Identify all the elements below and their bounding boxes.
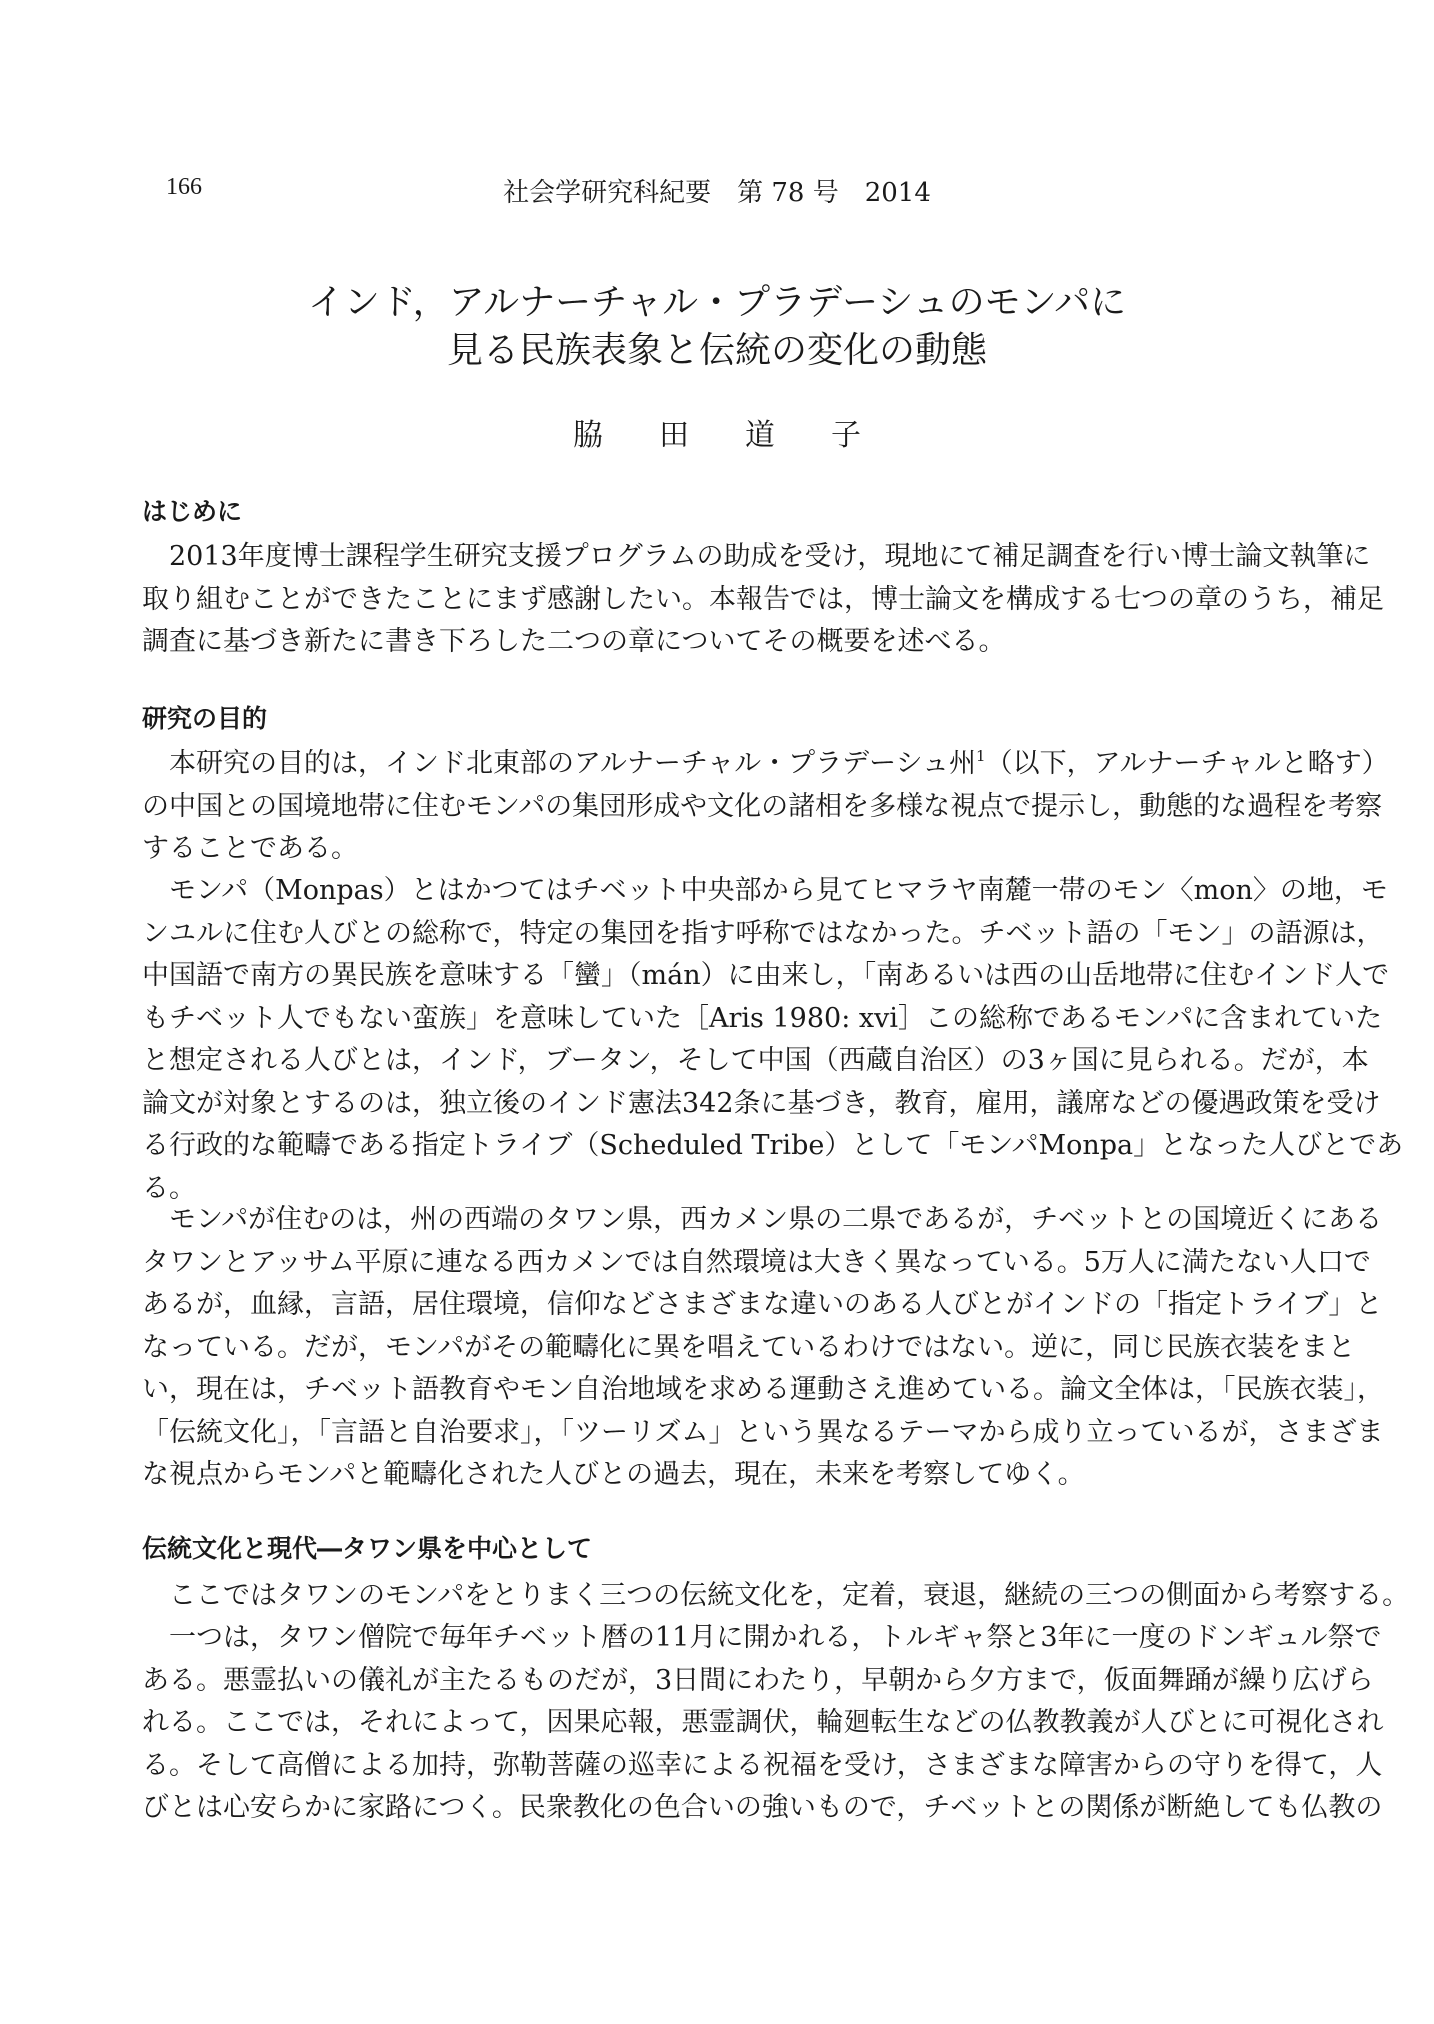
text-line: ここではタワンのモンパをとりまく三つの伝統文化を，定着，衰退，継続の三つの側面から考察する。 [169, 1580, 1410, 1611]
paragraph [142, 743, 1389, 871]
author-char: 道 [745, 418, 775, 453]
paragraph [142, 536, 1384, 664]
text-line: びとは心安らかに家路につく。民衆教化の色合いの強いもので，チベットとの関係が断絶しても仏教の [142, 1792, 1383, 1823]
author-char: 脇 [573, 418, 603, 453]
text-line: る。 [142, 1172, 196, 1204]
text-line: の中国との国境地帯に住むモンパの集団形成や文化の諸相を多様な視点で提示し，動態的な過程を考察 [142, 790, 1383, 822]
paragraph [142, 1199, 1384, 1497]
text-line: と想定される人びとは，インド，ブータン，そして中国（西蔵自治区）の3ヶ国に見られる。だが，本 [142, 1045, 1369, 1076]
section-heading: はじめに [142, 497, 243, 526]
text-line: なっている。だが，モンパがその範疇化に異を唱えているわけではない。逆に，同じ民族衣装をまと [142, 1331, 1356, 1363]
text-line: る行政的な範疇である指定トライブ（Scheduled Tribe）として「モンパMonpa」となった人びとであ [142, 1130, 1404, 1161]
text-line: 取り組むことができたことにまず感謝したい。本報告では，博士論文を構成する七つの章のうち，補足 [142, 583, 1384, 615]
paragraph [142, 1617, 1384, 1830]
text-line: 中国語で南方の異民族を意味する「蠻」（mán）に由来し，「南あるいは西の山岳地帯に住むインド人で [142, 960, 1390, 991]
text-line: もチベット人でもない蛮族」を意味していた［Aris 1980: xvi］この総称であるモンパに含まれていた [142, 1002, 1383, 1034]
text-line: 2013年度博士課程学生研究支援プログラムの助成を受け，現地にて補足調査を行い博士論文執筆に [169, 541, 1371, 572]
text-line: い，現在は，チベット語教育やモン自治地域を求める運動さえ進めている。論文全体は，「民族衣装」， [142, 1374, 1384, 1405]
text-line: る。そして高僧による加持，弥勒菩薩の巡幸による祝福を受け，さまざまな障害からの守りを得て，人 [142, 1749, 1383, 1781]
text-line: 「伝統文化」，「言語と自治要求」，「ツーリズム」という異なるテーマから成り立っているが，さまざま [142, 1416, 1384, 1448]
page-number: 166 [166, 174, 202, 200]
text-line: タワンとアッサム平原に連なる西カメンでは自然環境は大きく異なっている。5万人に満たない人口で [142, 1246, 1371, 1278]
paragraph [142, 870, 1404, 1210]
text-line: モンパ（Monpas）とはかつてはチベット中央部から見てヒマラヤ南麓一帯のモン〈mon〉の地，モ [169, 875, 1388, 906]
author-name [0, 410, 1434, 454]
author-char: 田 [659, 418, 689, 453]
author-char: 子 [831, 418, 861, 453]
text-line: 論文が対象とするのは，独立後のインド憲法342条に基づき，教育，雇用，議席などの優遇政策を受け [142, 1087, 1381, 1119]
paper-title-line-2: 見る民族表象と伝統の変化の動態 [446, 330, 987, 371]
journal-header: 社会学研究科紀要 第 78 号 2014 [503, 178, 931, 208]
section-heading: 研究の目的 [142, 704, 268, 733]
text-line: な視点からモンパと範疇化された人びとの過去，現在，未来を考察してゆく。 [142, 1459, 1085, 1490]
paper-title-line-1: インド，アルナーチャル・プラデーシュのモンパに [307, 282, 1127, 323]
section-heading: 伝統文化と現代―タワン県を中心として [142, 1534, 593, 1563]
text-line: あるが，血縁，言語，居住環境，信仰などさまざまな違いのある人びとがインドの「指定トライブ」と [142, 1289, 1383, 1320]
text-line: モンパが住むのは，州の西端のタワン県，西カメン県の二県であるが，チベットとの国境近くにある [169, 1204, 1383, 1235]
text-line: することである。 [142, 833, 358, 864]
footnote-marker: 1 [976, 747, 986, 765]
text-line: ある。悪霊払いの儀礼が主たるものだが，3日間にわたり，早朝から夕方まで，仮面舞踊が繰り広げら [142, 1664, 1374, 1696]
text-line: ンユルに住む人びとの総称で，特定の集団を指す呼称ではなかった。チベット語の「モン」の語源は， [142, 917, 1384, 949]
paragraph [142, 1575, 1410, 1618]
text-line: 本研究の目的は，インド北東部のアルナーチャル・プラデーシュ州$^1$（以下，アルナーチャルと略す） [169, 747, 1389, 779]
text-line: れる。ここでは，それによって，因果応報，悪霊調伏，輪廻転生などの仏教教義が人びとに可視化され [142, 1707, 1384, 1738]
text-line: 一つは，タワン僧院で毎年チベット暦の11月に開かれる，トルギャ祭と3年に一度のドンギュル祭で [169, 1622, 1382, 1653]
text-line: 調査に基づき新たに書き下ろした二つの章についてその概要を述べる。 [142, 626, 1006, 657]
